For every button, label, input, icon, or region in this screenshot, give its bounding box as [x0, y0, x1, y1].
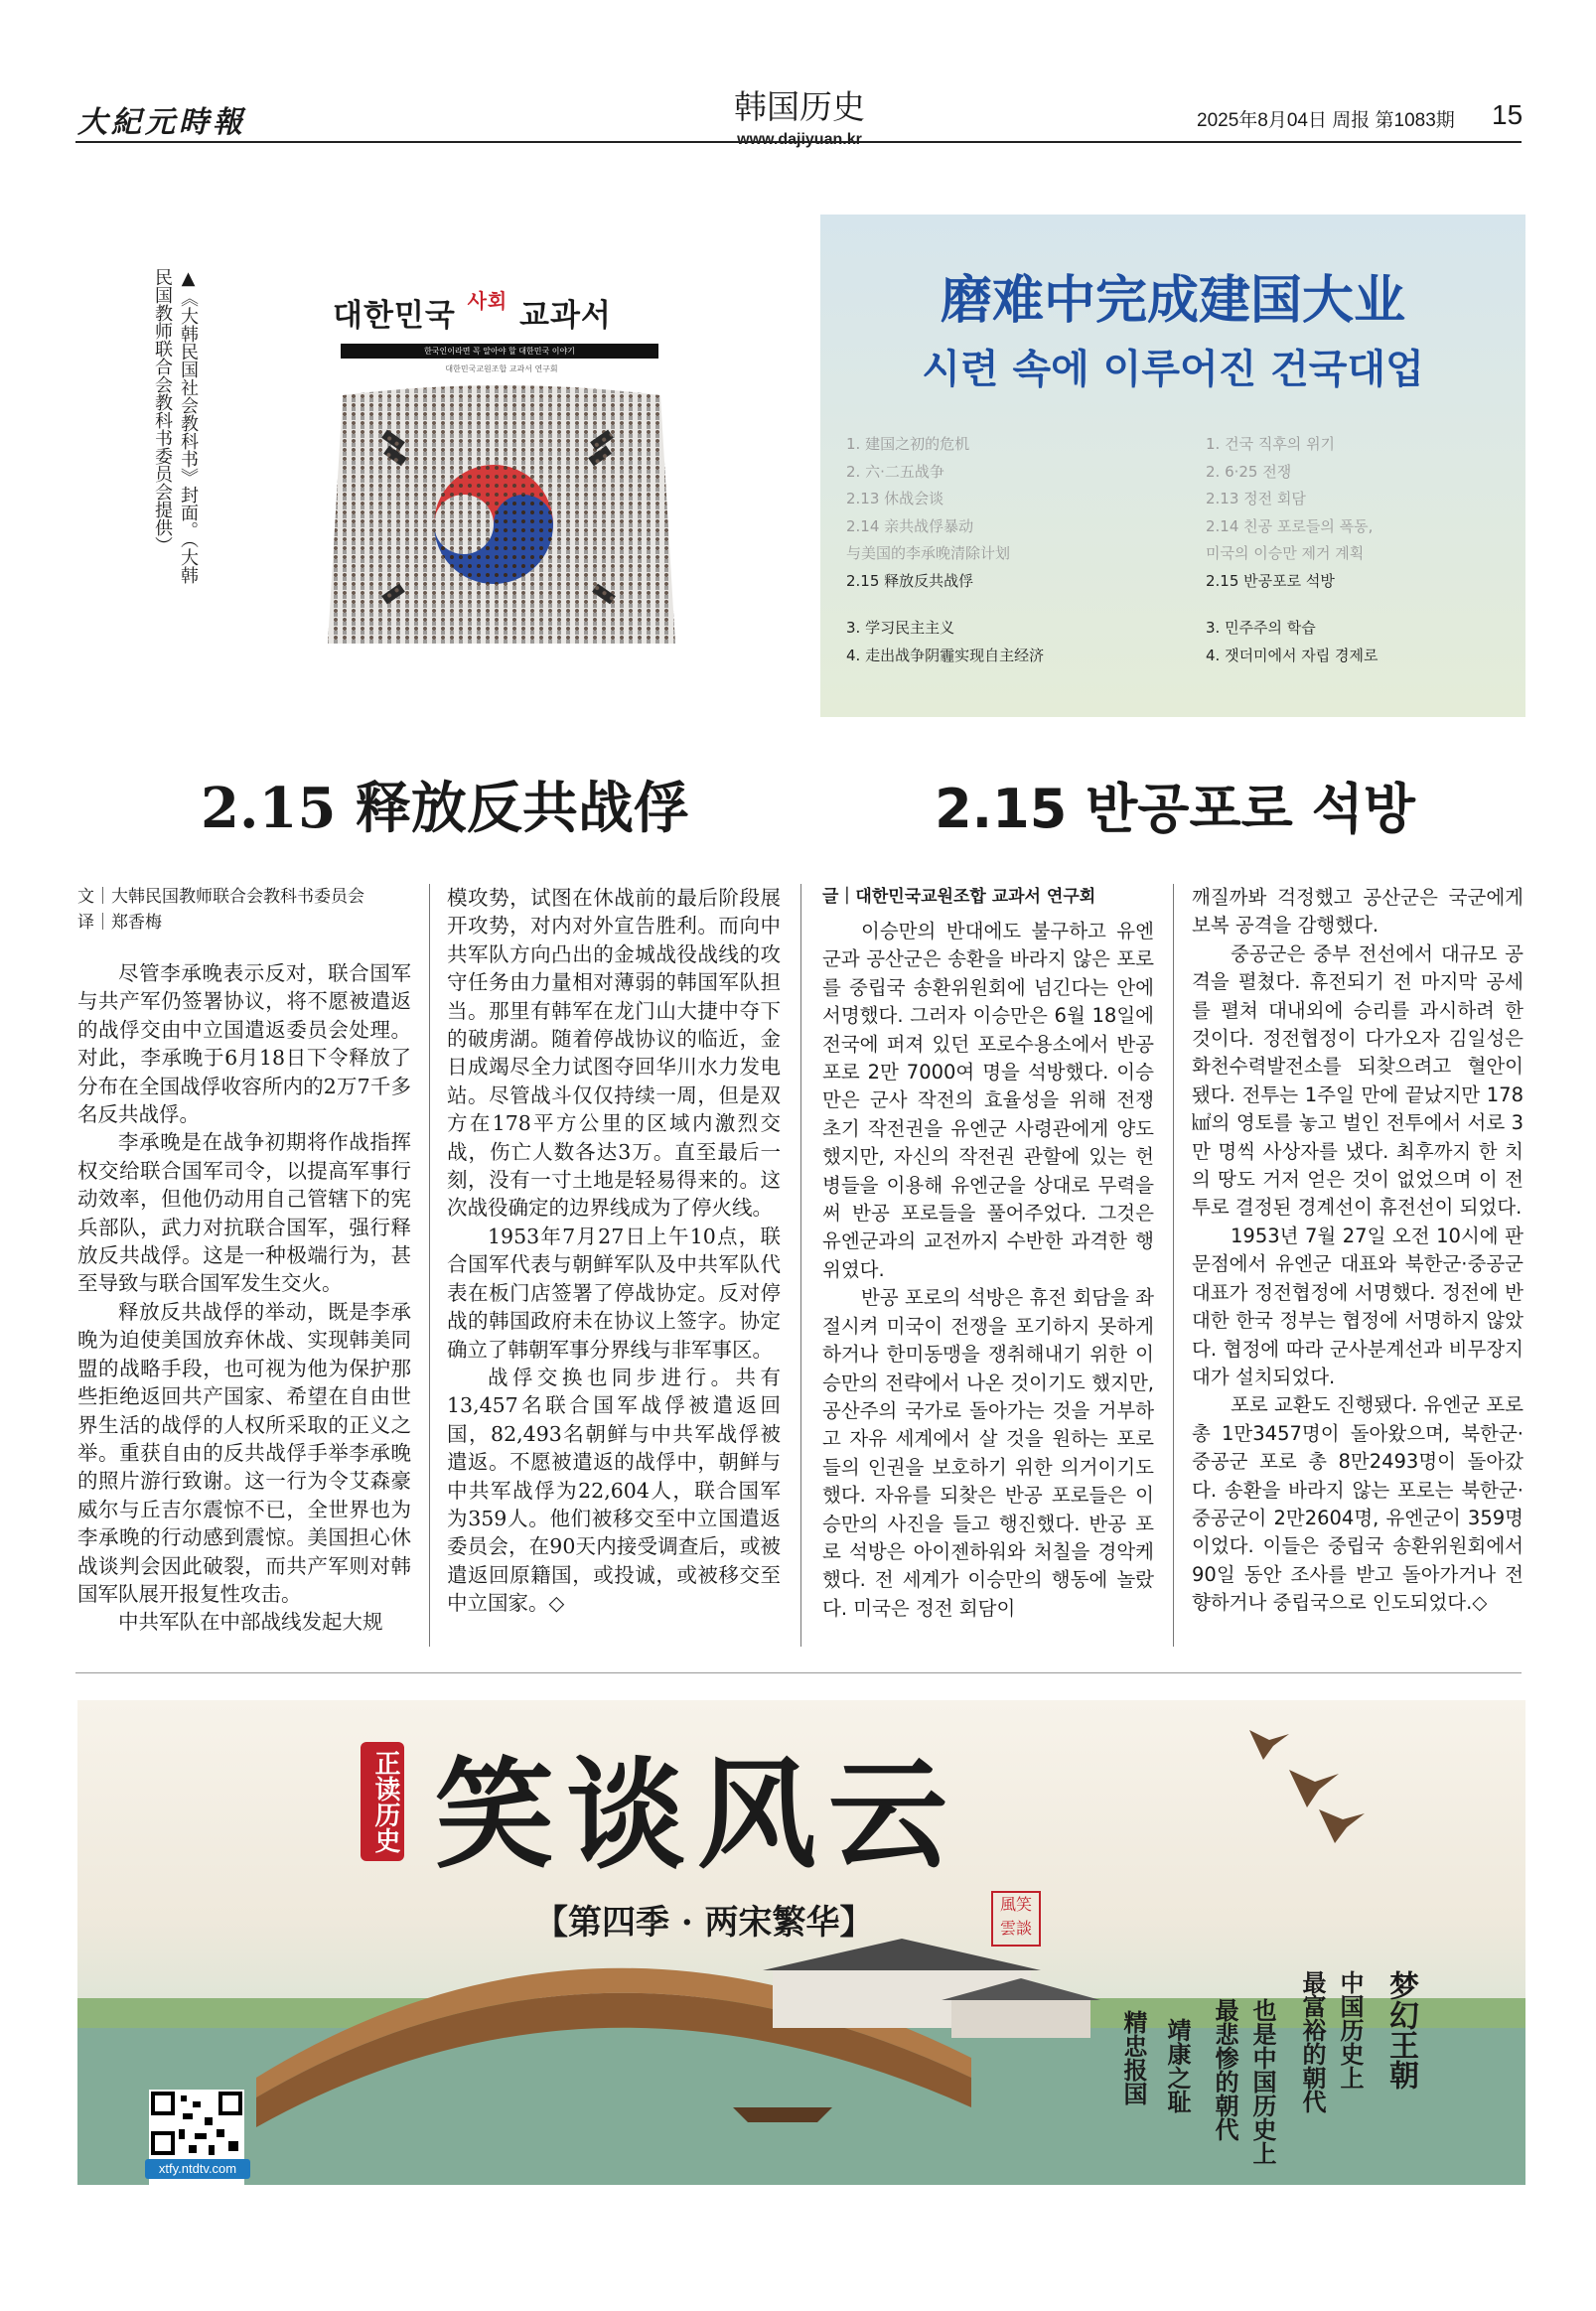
- goose-icon: [1249, 1730, 1289, 1760]
- page-number: 15: [1492, 99, 1523, 130]
- headline-ko: 2.15 반공포로 석방: [935, 778, 1415, 840]
- toc-item: 4. 잿더미에서 자립 경제로: [1206, 646, 1378, 664]
- promo-banner[interactable]: [77, 1700, 1525, 2185]
- toc-item: 2. 6·25 전쟁: [1206, 462, 1292, 481]
- column-divider: [1173, 884, 1174, 1647]
- headline-cn: 2.15 释放反共战俘: [201, 776, 689, 841]
- book-cover: [323, 226, 680, 653]
- crowd-flag-illustration: [323, 375, 680, 653]
- goose-icon: [1289, 1770, 1339, 1807]
- paragraph: 尽管李承晚表示反对，联合国军与共产军仍签署协议，将不愿被遣返的战俘交由中立国遣返委员会处理。对此，李承晚于6月18日下令释放了分布在全国战俘收容所内的2万7千多名反共战俘。: [77, 961, 411, 1127]
- toc-item: 3. 민주주의 학습: [1206, 619, 1316, 637]
- toc-item: 1. 건국 직후의 위기: [1206, 435, 1336, 453]
- banner-url[interactable]: xtfy.ntdtv.com: [145, 2159, 250, 2179]
- byline-ko: 글｜대한민국교원조합 교과서 연구회: [822, 887, 1096, 907]
- section-rule: [75, 1672, 1522, 1673]
- banner-vtext: 最富裕的朝代: [1298, 1970, 1327, 2113]
- banner-vtext: 梦幻王朝: [1383, 1970, 1418, 2090]
- paragraph: 释放反共战俘的举动，既是李承晚为迫使美国放弃休战、实现韩美同盟的战略手段，也可视为他为保护那些拒绝返回共产国家、希望在自由世界生活的战俘的人权所采取的正义之举。重获自由的反共战俘手举李承晚的照片游行致谢。这一行为令艾森豪威尔与丘吉尔震惊不已，全世界也为李承晚的行动感到震惊。美国担心休战谈判会因此破裂，而共产军则对韩国军队展开报复性攻击。: [77, 1299, 411, 1606]
- toc-item: 3. 学习民主主义: [846, 619, 955, 637]
- column-divider: [800, 884, 801, 1647]
- site-url[interactable]: www.dajiyuan.kr: [737, 131, 862, 148]
- article-cn-col2: [447, 884, 781, 1618]
- toc-item-current: 2.15 释放反共战俘: [846, 571, 974, 590]
- toc-cn: [846, 431, 1044, 669]
- paragraph: 模攻势，试图在休战前的最后阶段展开攻势，对内对外宣告胜利。而向中共军队方向凸出的金城战役战线的攻守任务由力量相对薄弱的韩国军队担当。那里有韩军在龙门山大捷中夺下的破虏湖。随着停战协议的临近，金日成竭尽全力试图夺回华川水力发电站。尽管战斗仅仅持续一周，但是双方在178平方公里的区域内激烈交战，伤亡人数各达3万。直至最后一刻，没有一寸土地是轻易得来的。这次战役确定的边界线成为了停火线。: [447, 886, 781, 1221]
- newspaper-logo: 大紀元時報: [77, 105, 246, 140]
- article-ko-col1: [822, 884, 1154, 1623]
- banner-seal: 正读历史: [361, 1742, 404, 1861]
- issue-date: 2025年8月04日 周报 第1083期: [1197, 110, 1455, 131]
- section-title: 韩国历史: [734, 87, 865, 126]
- banner-vtext: 精忠报国: [1119, 2010, 1148, 2105]
- toc-ko: [1206, 431, 1378, 669]
- paragraph: 포로 교환도 진행됐다. 유엔군 포로 총 1만3457명이 돌아왔으며, 북한군·중공군 포로 총 8만2493명이 돌아갔다. 송환을 바라지 않는 포로는 북한군·중공군이 2만2604명, 유엔군이 359명이었다. 이들은 중립국 송환위원회에서 90일 동안 조사를 받고 돌아가거나 전향하거나 중립국으로 인도되었다.◇: [1192, 1393, 1523, 1615]
- banner-vtext: 最悲惨的朝代: [1211, 1998, 1239, 2141]
- photo-caption: ▲《大韩民国社会教科书》封面。（大韩民国教师联合会教科书委员会提供）: [152, 268, 199, 584]
- toc-item: 2.14 亲共战俘暴动: [846, 516, 974, 535]
- series-box: [820, 215, 1525, 717]
- paragraph: 반공 포로의 석방은 휴전 회담을 좌절시켜 미국이 전쟁을 포기하지 못하게 하거나 한미동맹을 쟁취해내기 위한 이승만의 전략에서 나온 것이기도 했지만, 공산주의 국가로 돌아가는 것을 거부하고 자유 세계에서 살 것을 원하는 포로들의 인권을 보호하기 위한 의거이기도 했다. 자유를 되찾은 반공 포로들은 이승만의 사진을 들고 행진했다. 반공 포로 석방은 아이젠하워와 처칠을 경악케 했다. 전 세계가 이승만의 행동에 놀랐다. 미국은 정전 회담이: [822, 1286, 1154, 1620]
- toc-item: 2.13 정전 회담: [1206, 490, 1306, 507]
- paragraph: 1953년 7월 27일 오전 10시에 판문점에서 유엔군 대표와 북한군·중공군 대표가 정전협정에 서명했다. 정전에 반대한 한국 정부는 협정에 서명하지 않았다. 협정에 따라 군사분계선과 비무장지대가 설치되었다.: [1192, 1224, 1523, 1388]
- banner-season: 【第四季 · 两宋繁华】: [534, 1903, 874, 1943]
- toc-item: 2.14 친공 포로들의 폭동,: [1206, 516, 1374, 535]
- article-ko-col2: [1192, 884, 1523, 1618]
- paragraph: 이승만의 반대에도 불구하고 유엔군과 공산군은 송환을 바라지 않은 포로를 중립국 송환위원회에 넘긴다는 안에 서명했다. 그러자 이승만은 6월 18일에 전국에 퍼져 있던 포로수용소에서 반공 포로 2만 7000여 명을 석방했다. 이승만은 군사 작전의 효율성을 위해 전쟁 초기 작전권을 유엔군 사령관에게 양도했지만, 자신의 작전권 관할에 있는 헌병들을 이용해 유엔군을 상대로 무력을 써 반공 포로들을 풀어주었다. 그것은 유엔군과의 교전까지 수반한 과격한 행위였다.: [822, 920, 1154, 1281]
- toc-spacer: [846, 595, 1044, 615]
- toc-item: 1. 建国之初的危机: [846, 435, 970, 453]
- toc-item-current: 2.15 반공포로 석방: [1206, 571, 1335, 590]
- banner-vtext: 靖康之耻: [1163, 2018, 1192, 2113]
- toc-item: 与美国的李承晚清除计划: [846, 544, 1011, 562]
- qr-code-icon: [149, 2090, 244, 2159]
- goose-icon: [1319, 1809, 1365, 1843]
- toc-item: 2. 六·二五战争: [846, 462, 944, 481]
- paragraph: 中共军队在中部战线发起大规: [118, 1610, 383, 1635]
- book-author: 대한민국교원조합 교과서 연구회: [445, 364, 558, 373]
- series-title-ko: 시련 속에 이루어진 건국대업: [922, 347, 1424, 392]
- paragraph: 깨질까봐 걱정했고 공산군은 국군에게 보복 공격을 감행했다.: [1192, 886, 1523, 938]
- paragraph: 1953年7月27日上午10点，联合国军代表与朝鲜军队及中共军队代表在板门店签署了停战协定。反对停战的韩国政府未在协议上签字。协定确立了韩朝军事分界线与非军事区。: [447, 1224, 781, 1362]
- toc-item: 2.13 休战会谈: [846, 490, 944, 507]
- byline-author: 文｜大韩民国教师联合会教科书委员会: [77, 887, 364, 907]
- paragraph: 중공군은 중부 전선에서 대규모 공격을 펼쳤다. 휴전되기 전 마지막 공세를 펼쳐 대내외에 승리를 과시하려 한 것이다. 정전협정이 다가오자 김일성은 화천수력발전소를 되찾으려고 혈안이 됐다. 전투는 1주일 만에 끝났지만 178㎢의 영토를 놓고 벌인 전투에서 서로 3만 명씩 사상자를 냈다. 최후까지 한 치의 땅도 거저 얻은 것이 없었으며 이 전투로 결정된 경계선이 휴전선이 되었다.: [1192, 941, 1523, 1220]
- byline-translator: 译｜郑香梅: [77, 913, 162, 933]
- book-subtitle: 한국인이라면 꼭 알아야 할 대한민국 이야기: [341, 344, 658, 359]
- column-divider: [429, 884, 430, 1647]
- banner-vtext: 也是中国历史上: [1248, 1998, 1277, 2165]
- banner-stamp: 風笑雲談: [991, 1891, 1041, 1947]
- banner-title: 笑谈风云: [435, 1745, 959, 1885]
- series-title-cn: 磨难中完成建国大业: [940, 271, 1405, 331]
- toc-spacer: [1206, 595, 1378, 615]
- article-cn-col1: [77, 884, 411, 1637]
- toc-item: 4. 走出战争阴霾实现自主经济: [846, 646, 1045, 664]
- paragraph: 战俘交换也同步进行。共有13,457名联合国军战俘被遣返回国，82,493名朝鲜与中共军战俘被遣返。不愿被遣返的战俘中，朝鲜与中共军战俘为22,604人，联合国军为359人。他们被移交至中立国遣返委员会，在90天内接受调查后，或被遣返回原籍国，或投诚，或被移交至中立国家。◇: [447, 1365, 781, 1616]
- toc-item: 미국의 이승만 제거 계획: [1206, 544, 1365, 562]
- paragraph: 李承晚是在战争初期将作战指挥权交给联合国军司令，以提高军事行动效率，但他仍动用自己管辖下的宪兵部队，武力对抗联合国军，强行释放反共战俘。这是一种极端行为，甚至导致与联合国军发生交火。: [77, 1130, 411, 1296]
- banner-vtext: 中国历史上: [1336, 1970, 1365, 2090]
- header-rule: [75, 141, 1522, 143]
- book-title: 대한민국 $^{사회}$ 교과서: [333, 289, 612, 334]
